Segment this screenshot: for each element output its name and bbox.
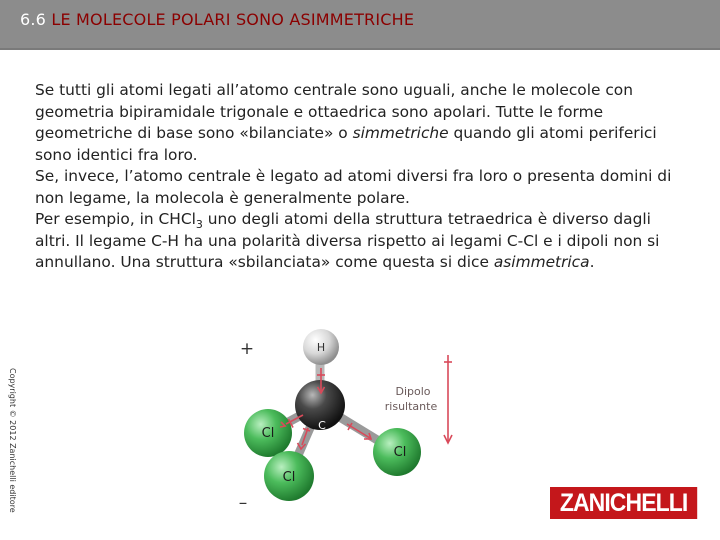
page-title [20,10,414,29]
paragraph-1 [35,80,675,166]
emphasis-simmetriche: simmetriche [352,124,449,142]
carbon-atom [295,380,345,432]
hydrogen-atom [303,329,339,365]
chlorine-bottom-label: Cl [282,470,296,485]
section-number: 6.6 [20,10,47,29]
chlorine-right-label: Cl [393,445,407,460]
paragraph-3-text: uno degli atomi della struttura tetraedrica è diverso dagli altri. Il legame C-H ha una polarità diversa rispetto ai legami C-Cl e i dipoli non si annullano. Una struttura «sbilanciata» come questa si dice [35,210,660,271]
paragraph-3 [35,209,675,274]
copyright-text: Copyright © 2012 Zanichelli editore [8,368,17,513]
title-bar [0,0,720,50]
subscript-3: 3 [195,218,203,231]
zanichelli-logo[interactable]: ZANICHELLI [550,487,697,519]
chlorine-atom-right [373,428,421,476]
plus-sign: + [239,339,255,359]
chlorine-left-label: Cl [261,426,275,441]
paragraph-1-text: Se tutti gli atomi legati all’atomo centrale sono uguali, anche le molecole con geometria bipiramidale trigonale e ottaedrica sono apolari. Tutte le forme geometriche di base sono «bilanciate» o [35,81,633,142]
dipole-label-line2: risultante [384,400,438,413]
dipole-label-line1: Dipolo [395,385,431,398]
resultant-dipole-arrow [444,355,452,443]
paragraph-1-end: quando gli atomi periferici sono identici fra loro. [35,124,657,164]
chlorine-atom-bottom [264,451,314,501]
paragraph-3-end: . [589,253,595,271]
minus-sign: – [238,493,248,513]
hydrogen-label: H [316,341,326,354]
section-title: LE MOLECOLE POLARI SONO ASIMMETRICHE [51,10,415,29]
chlorine-atom-left [244,409,292,457]
carbon-label: C [318,419,326,432]
paragraph-2: Se, invece, l’atomo centrale è legato ad atomi diversi fra loro o presenta domini di non legame, la molecola è generalmente polare. [35,167,672,207]
copyright-notice [5,368,19,520]
body-text [35,80,675,274]
paragraph-3-start: Per esempio, in CHCl [35,210,196,228]
chcl3-molecule-diagram [225,325,485,525]
emphasis-asimmetrica: asimmetrica [493,253,590,271]
